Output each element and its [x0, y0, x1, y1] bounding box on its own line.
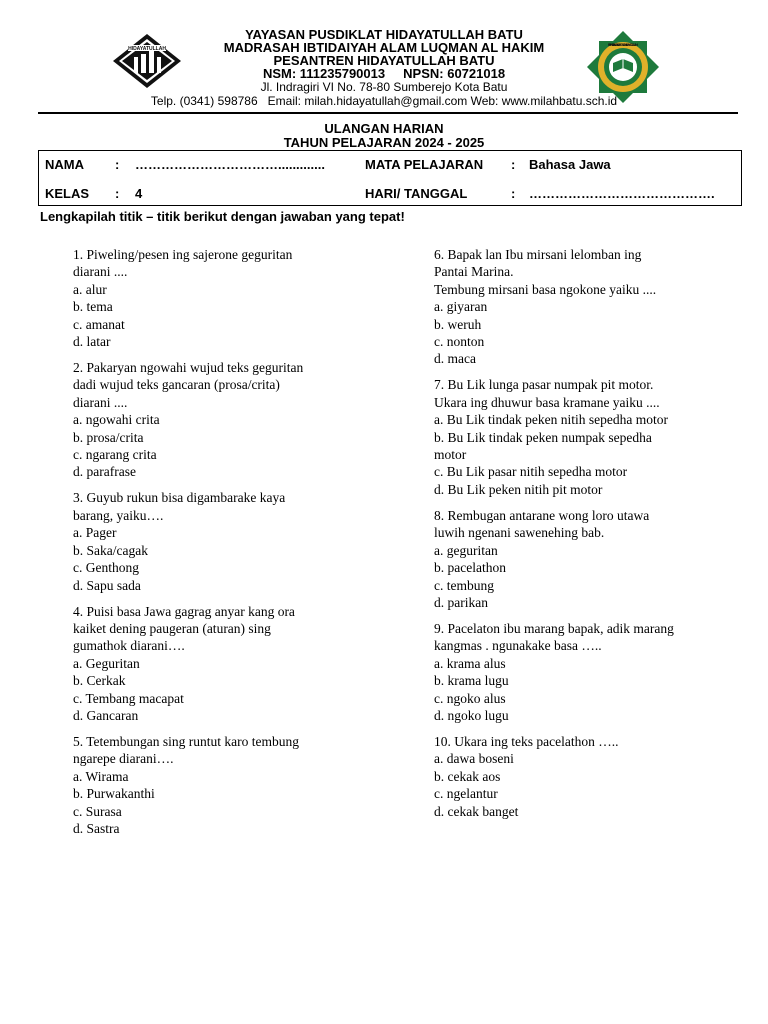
header-rule [38, 112, 738, 114]
question-item [73, 733, 303, 837]
answer-option[interactable]: d. ngoko lugu [434, 707, 509, 723]
question-item [73, 489, 303, 593]
answer-option[interactable]: c. tembung [434, 577, 494, 593]
question-text: Pantai Marina. [434, 264, 514, 280]
address: Jl. Indragiri VI No. 78-80 Sumberejo Kota Batu [260, 80, 508, 94]
nama-field[interactable]: ……………………………............. [135, 157, 325, 172]
question-text: gumathok diarani…. [73, 638, 185, 654]
question-text: dadi wujud teks gancaran (prosa/crita) [73, 377, 280, 393]
question-text: 8. Rembugan antarane wong loro utawa [434, 507, 650, 523]
question-text: diarani .... [73, 264, 128, 280]
answer-option[interactable]: d. Gancaran [73, 707, 139, 723]
nama-label: NAMA [45, 157, 84, 172]
answer-option[interactable]: a. Bu Lik tindak peken nitih sepedha motor [434, 412, 668, 428]
answer-option[interactable]: b. krama lugu [434, 673, 509, 689]
exam-title: ULANGAN HARIAN [324, 121, 444, 136]
answer-option[interactable]: d. Sapu sada [73, 577, 141, 593]
nama-colon: : [115, 157, 120, 172]
question-text: kangmas . ngunakake basa ….. [434, 638, 602, 654]
identity-box [38, 150, 742, 206]
tanggal-field[interactable]: ……………………………………. [529, 186, 715, 201]
question-text: 9. Pacelaton ibu marang bapak, adik marang [434, 620, 674, 636]
answer-option[interactable]: a. Wirama [73, 768, 129, 784]
kelas-value: 4 [135, 186, 143, 201]
answer-option[interactable]: a. krama alus [434, 655, 506, 671]
answer-option[interactable]: b. cekak aos [434, 768, 501, 784]
answer-option[interactable]: d. parafrase [73, 464, 136, 480]
foundation-name: YAYASAN PUSDIKLAT HIDAYATULLAH BATU [245, 27, 523, 42]
answer-option[interactable]: b. tema [73, 299, 113, 315]
letterhead [0, 28, 768, 108]
question-text: 6. Bapak lan Ibu mirsani lelomban ing [434, 247, 642, 262]
answer-option[interactable]: c. nonton [434, 334, 485, 350]
nsm-npsn: NSM: 111235790013 NPSN: 60721018 [262, 66, 506, 81]
answer-option[interactable]: d. Bu Lik peken nitih pit motor [434, 481, 603, 497]
answer-option[interactable]: a. Pager [73, 525, 117, 541]
answer-option[interactable]: b. pacelathon [434, 560, 506, 576]
answer-option[interactable]: c. Surasa [73, 803, 122, 819]
question-text: 10. Ukara ing teks pacelathon ….. [434, 733, 619, 749]
pesantren-name: PESANTREN HIDAYATULLAH BATU [273, 53, 495, 68]
question-item [434, 733, 674, 820]
answer-option[interactable]: a. alur [73, 281, 107, 297]
answer-option[interactable]: b. weruh [434, 316, 482, 332]
question-text: 4. Puisi basa Jawa gagrag anyar kang ora [73, 603, 295, 619]
question-text: 7. Bu Lik lunga pasar numpak pit motor. [434, 377, 654, 393]
answer-option[interactable]: c. Tembang macapat [73, 690, 184, 706]
answer-option[interactable]: a. geguritan [434, 542, 498, 558]
answer-option[interactable]: a. ngowahi crita [73, 412, 160, 428]
mapel-colon: : [511, 157, 516, 172]
question-column-right [434, 246, 674, 829]
answer-option[interactable]: d. cekak banget [434, 803, 519, 819]
question-text: diarani .... [73, 394, 128, 410]
question-item [73, 359, 303, 481]
school-name: MADRASAH IBTIDAIYAH ALAM LUQMAN AL HAKIM [223, 40, 545, 55]
question-item [73, 603, 303, 725]
instruction: Lengkapilah titik – titik berikut dengan jawaban yang tepat! [40, 209, 405, 224]
contact-line: Telp. (0341) 598786 Email: milah.hidayatullah@gmail.com Web: www.milahbatu.sch.id [150, 94, 618, 108]
kelas-label: KELAS [45, 186, 90, 201]
question-text: barang, yaiku…. [73, 507, 164, 523]
mapel-label: MATA PELAJARAN [365, 157, 484, 172]
question-item [434, 507, 674, 611]
answer-option[interactable]: motor [434, 447, 467, 463]
answer-option[interactable]: d. latar [73, 334, 111, 350]
logo-right-text: PENDIDIKAN INTEGRAL HIDAYATULLAH [608, 42, 638, 47]
answer-option[interactable]: d. maca [434, 351, 476, 367]
answer-option[interactable]: c. amanat [73, 316, 125, 332]
answer-option[interactable]: d. Sastra [73, 820, 120, 836]
question-text: 2. Pakaryan ngowahi wujud teks geguritan [73, 360, 304, 376]
question-text: 3. Guyub rukun bisa digambarake kaya [73, 490, 286, 506]
answer-option[interactable]: b. Purwakanthi [73, 786, 155, 802]
answer-option[interactable]: d. parikan [434, 594, 488, 610]
question-item [434, 376, 674, 498]
answer-option[interactable]: b. Saka/cagak [73, 542, 148, 558]
question-item [73, 246, 303, 350]
question-text: kaiket dening paugeran (aturan) sing [73, 620, 271, 636]
answer-option[interactable]: c. ngarang crita [73, 447, 157, 463]
question-text: Tembung mirsani basa ngokone yaiku .... [434, 281, 657, 297]
question-item [434, 246, 674, 368]
question-text: 5. Tetembungan sing runtut karo tembung [73, 733, 300, 749]
exam-year: TAHUN PELAJARAN 2024 - 2025 [283, 135, 485, 150]
answer-option[interactable]: b. prosa/crita [73, 429, 144, 445]
question-text: luwih ngenani saweneһing bab. [434, 525, 605, 541]
question-column-left [73, 246, 303, 846]
answer-option[interactable]: a. giyaran [434, 299, 488, 315]
question-item [434, 620, 674, 724]
question-text: ngarepe diarani…. [73, 751, 174, 767]
tanggal-colon: : [511, 186, 516, 201]
question-text: 1. Piweling/pesen ing sajerone geguritan [73, 247, 293, 262]
mapel-value: Bahasa Jawa [529, 157, 611, 172]
answer-option[interactable]: b. Cerkak [73, 673, 126, 689]
kelas-colon: : [115, 186, 120, 201]
answer-option[interactable]: b. Bu Lik tindak peken numpak sepedha [434, 429, 652, 445]
tanggal-label: HARI/ TANGGAL [365, 186, 468, 201]
answer-option[interactable]: c. Genthong [73, 560, 139, 576]
answer-option[interactable]: c. ngelantur [434, 786, 498, 802]
logo-left-text: HIDAYATULLAH [128, 46, 166, 52]
answer-option[interactable]: a. Geguritan [73, 655, 140, 671]
answer-option[interactable]: c. ngoko alus [434, 690, 506, 706]
answer-option[interactable]: a. dawa boseni [434, 751, 514, 767]
question-text: Ukara ing dhuwur basa kramane yaiku .... [434, 394, 660, 410]
answer-option[interactable]: c. Bu Lik pasar nitih sepedha motor [434, 464, 628, 480]
